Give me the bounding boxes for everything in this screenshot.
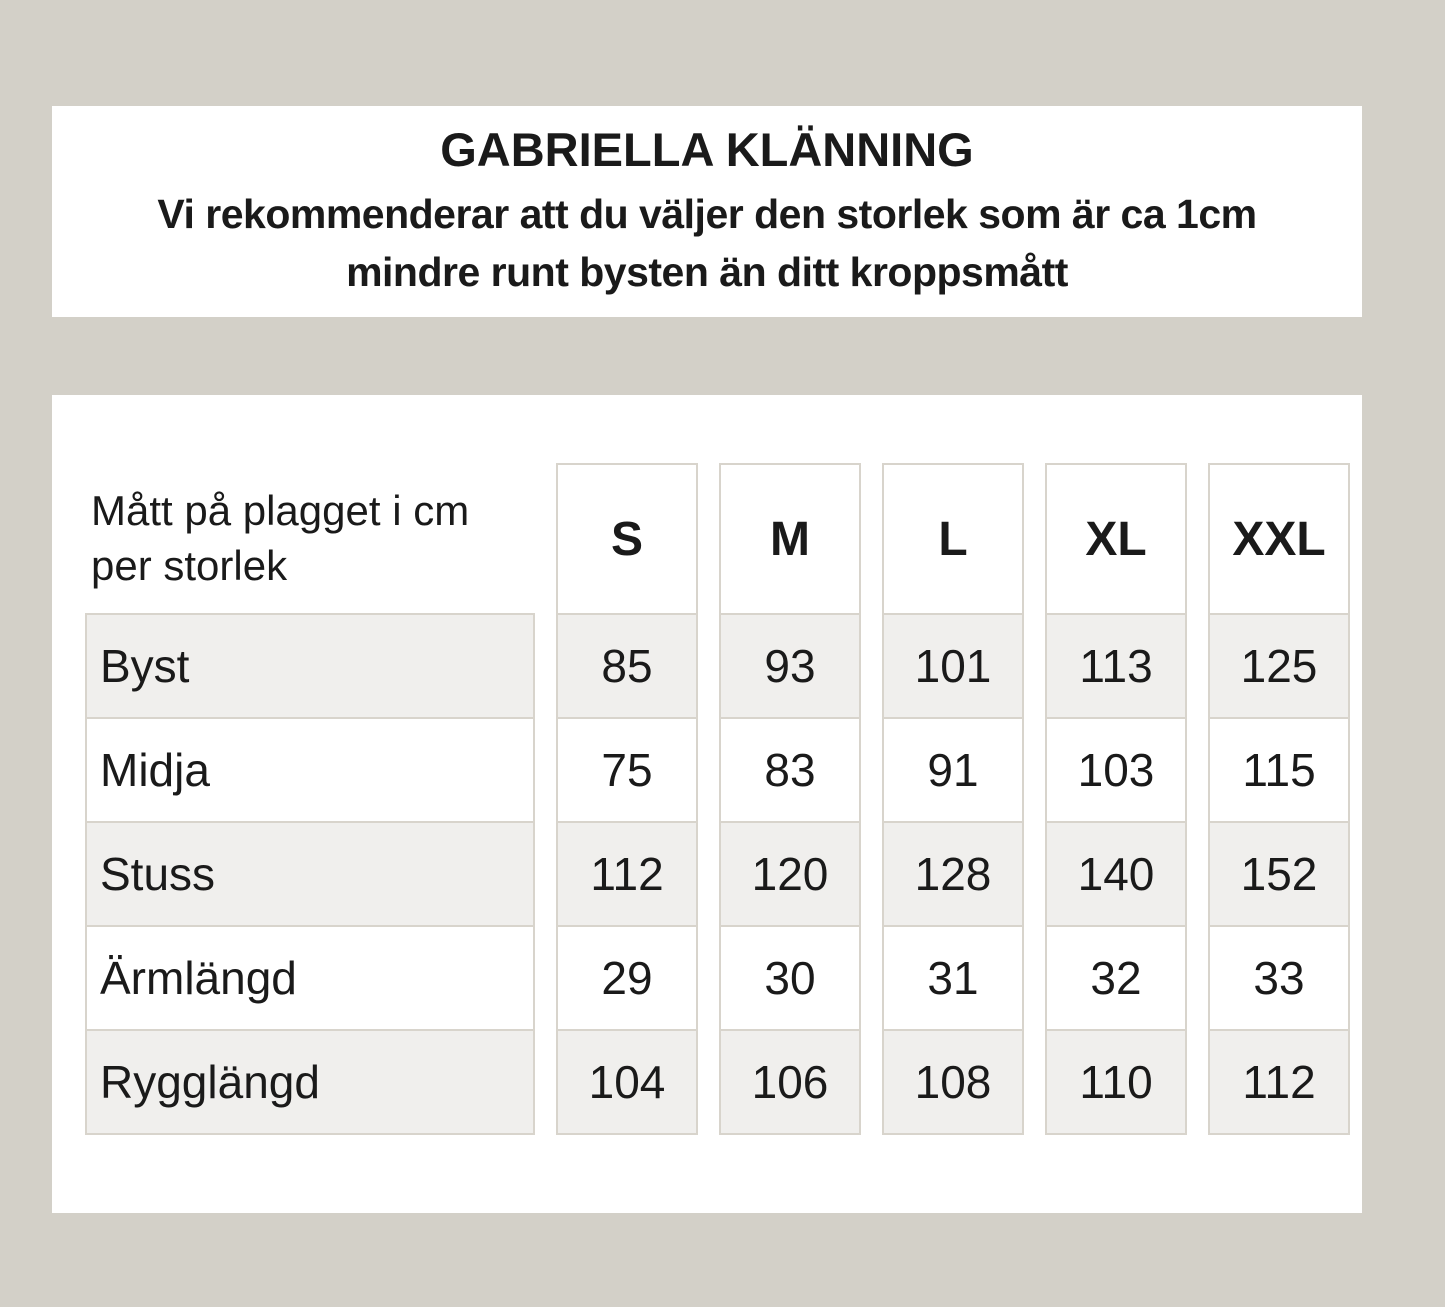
- cell-armlangd-xl: 32: [1045, 925, 1187, 1031]
- cell-midja-m: 83: [719, 717, 861, 823]
- cell-armlangd-xxl: 33: [1208, 925, 1350, 1031]
- size-table: [85, 463, 1362, 1135]
- cell-stuss-l: 128: [882, 821, 1024, 927]
- size-column-xxl: [1208, 463, 1350, 1135]
- measurement-label-column: [85, 463, 535, 1135]
- row-label-stuss: Stuss: [85, 821, 535, 927]
- row-label-byst: Byst: [85, 613, 535, 719]
- size-header-l: L: [882, 463, 1024, 615]
- cell-rygglangd-xxl: 112: [1208, 1029, 1350, 1135]
- size-header-xxl: XXL: [1208, 463, 1350, 615]
- size-table-panel: [52, 395, 1362, 1213]
- cell-midja-s: 75: [556, 717, 698, 823]
- cell-armlangd-m: 30: [719, 925, 861, 1031]
- cell-rygglangd-s: 104: [556, 1029, 698, 1135]
- cell-armlangd-s: 29: [556, 925, 698, 1031]
- size-column-l: [882, 463, 1024, 1135]
- cell-stuss-s: 112: [556, 821, 698, 927]
- size-header-s: S: [556, 463, 698, 615]
- header-box: [52, 106, 1362, 317]
- size-column-m: [719, 463, 861, 1135]
- cell-rygglangd-l: 108: [882, 1029, 1024, 1135]
- cell-stuss-xl: 140: [1045, 821, 1187, 927]
- cell-midja-l: 91: [882, 717, 1024, 823]
- corner-label-line-1: Mått på plagget i cm: [91, 487, 470, 535]
- row-label-midja: Midja: [85, 717, 535, 823]
- cell-rygglangd-m: 106: [719, 1029, 861, 1135]
- cell-byst-m: 93: [719, 613, 861, 719]
- cell-byst-xxl: 125: [1208, 613, 1350, 719]
- cell-rygglangd-xl: 110: [1045, 1029, 1187, 1135]
- corner-label-line-2: per storlek: [91, 542, 288, 589]
- recommendation-line-1: Vi rekommenderar att du väljer den storlek som är ca 1cm: [157, 191, 1257, 238]
- size-header-m: M: [719, 463, 861, 615]
- row-label-rygglangd: Rygglängd: [85, 1029, 535, 1135]
- product-title: GABRIELLA KLÄNNING: [440, 122, 974, 176]
- table-corner-label: [85, 463, 535, 615]
- cell-byst-xl: 113: [1045, 613, 1187, 719]
- cell-midja-xxl: 115: [1208, 717, 1350, 823]
- cell-stuss-m: 120: [719, 821, 861, 927]
- cell-stuss-xxl: 152: [1208, 821, 1350, 927]
- cell-byst-s: 85: [556, 613, 698, 719]
- recommendation-line-2: mindre runt bysten än ditt kroppsmått: [346, 248, 1068, 295]
- cell-byst-l: 101: [882, 613, 1024, 719]
- size-column-xl: [1045, 463, 1187, 1135]
- row-label-armlangd: Ärmlängd: [85, 925, 535, 1031]
- cell-armlangd-l: 31: [882, 925, 1024, 1031]
- cell-midja-xl: 103: [1045, 717, 1187, 823]
- size-header-xl: XL: [1045, 463, 1187, 615]
- size-column-s: [556, 463, 698, 1135]
